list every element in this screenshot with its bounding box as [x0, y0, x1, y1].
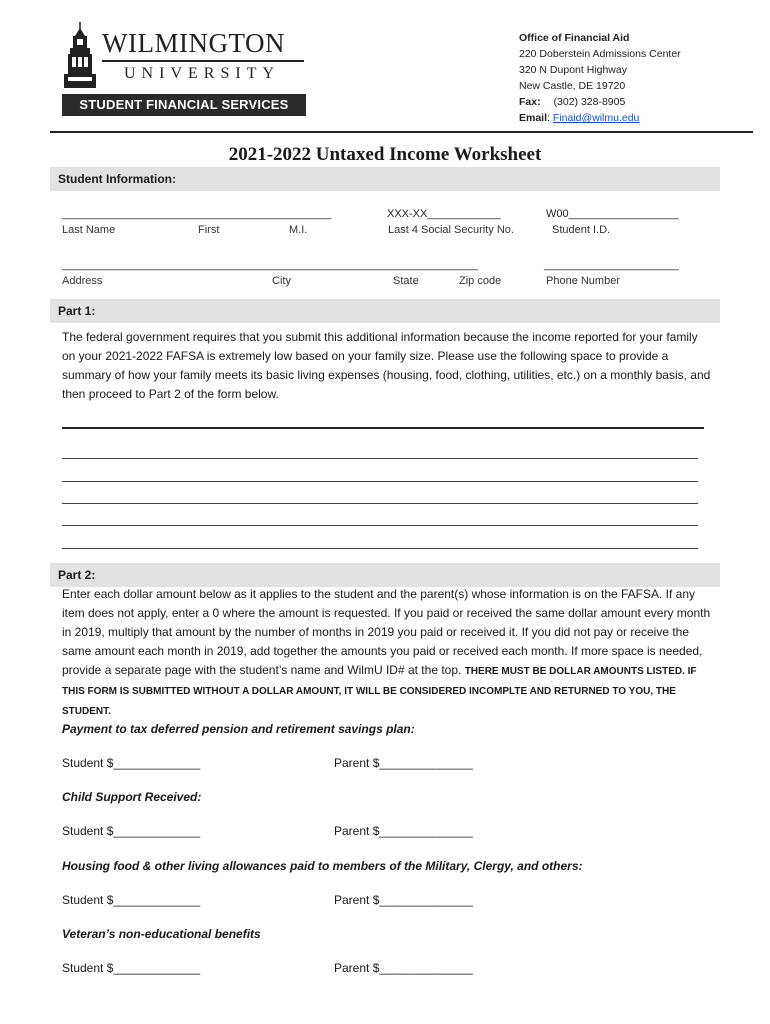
- fax-value: (302) 328-8905: [553, 96, 626, 108]
- part1-instructions: The federal government requires that you submit this additional information because the income reported for your family on your 2021-2022 FAFSA is extremely low based on your family size. Please use the following space to provide a summary of how your family meets its basic living expenses (housing, food, clothing, utilities, etc.) on a monthly basis, and then proceed to Part 2 of the form below.: [62, 330, 711, 401]
- fax-label: Fax:: [519, 96, 541, 108]
- name-field[interactable]: ____________________________________________: [62, 208, 332, 220]
- part2-warning: THERE MUST BE DOLLAR AMOUNTS LISTED. IF THIS FORM IS SUBMITTED WITHOUT A DOLLAR AMOUNT, IT WILL BE CONSIDERED INCOMPLTE AND RETURNED TO YOU, THE STUDENT.: [62, 666, 697, 717]
- item-label: Veteran’s non-educational benefits: [62, 927, 261, 941]
- zip-label: Zip code: [459, 275, 502, 287]
- logo-wordmark: WILMINGTON: [102, 28, 285, 58]
- parent-amount-field[interactable]: Parent $______________: [334, 961, 473, 975]
- part1-heading: Part 1:: [50, 299, 720, 323]
- part2-text: Enter each dollar amount below as it applies to the student and the parent(s) whose information is on the FAFSA. If any item does not apply, enter a 0 where the amount is requested. If you paid or received the same dollar amount every month in 2019, multiply that amount by the number of months in 2019 you paid or received it. If you did not pay or receive the same amount each month in 2019, add together the amounts you paid or received each month. If more space is needed, provide a separate page with the student’s name and WilmU ID# at the top.: [62, 587, 711, 677]
- student-info-heading: Student Information:: [50, 167, 720, 191]
- item-label: Housing food & other living allowances paid to members of the Military, Clergy, and others:: [62, 859, 583, 873]
- parent-amount-field[interactable]: Parent $______________: [334, 824, 473, 838]
- student-amount-field[interactable]: Student $_____________: [62, 893, 201, 907]
- summary-line-1[interactable]: [62, 458, 698, 459]
- first-name-label: First: [198, 224, 220, 236]
- student-amount-field[interactable]: Student $_____________: [62, 756, 201, 770]
- student-id-label: Student I.D.: [552, 224, 611, 236]
- logo-band: STUDENT FINANCIAL SERVICES: [62, 94, 306, 116]
- office-title: Office of Financial Aid: [519, 32, 630, 44]
- email-link[interactable]: Finaid@wilmu.edu: [552, 112, 640, 124]
- student-id-field[interactable]: W00__________________: [546, 208, 679, 220]
- phone-label: Phone Number: [546, 275, 620, 287]
- student-amount-field[interactable]: Student $_____________: [62, 961, 201, 975]
- logo-divider: [102, 60, 304, 62]
- logo-subtitle: UNIVERSITY: [124, 65, 280, 82]
- header-divider: [50, 131, 753, 133]
- ssn-label: Last 4 Social Security No.: [388, 224, 514, 236]
- part2-heading: Part 2:: [50, 563, 720, 587]
- student-amount-field[interactable]: Student $_____________: [62, 824, 201, 838]
- part1-divider: [62, 427, 704, 429]
- parent-amount-field[interactable]: Parent $______________: [334, 893, 473, 907]
- office-address-line1: 220 Doberstein Admissions Center: [519, 48, 681, 60]
- address-field[interactable]: ____________________________________________________________________: [62, 259, 479, 271]
- page-title: 2021-2022 Untaxed Income Worksheet: [228, 144, 542, 165]
- office-address-line3: New Castle, DE 19720: [519, 80, 626, 92]
- summary-line-2[interactable]: [62, 481, 698, 482]
- university-tower-logo-icon: [62, 22, 98, 92]
- summary-line-5[interactable]: [62, 548, 698, 549]
- office-address-line2: 320 N Dupont Highway: [519, 64, 627, 76]
- city-label: City: [272, 275, 291, 287]
- state-label: State: [393, 275, 419, 287]
- parent-amount-field[interactable]: Parent $______________: [334, 756, 473, 770]
- address-label: Address: [62, 275, 103, 287]
- ssn-field[interactable]: XXX-XX____________: [387, 208, 501, 220]
- middle-initial-label: M.I.: [289, 224, 308, 236]
- summary-line-4[interactable]: [62, 525, 698, 526]
- summary-line-3[interactable]: [62, 503, 698, 504]
- office-fax: [519, 96, 625, 108]
- office-email: Email: Finaid@wilmu.edu: [519, 112, 640, 124]
- item-label: Payment to tax deferred pension and retirement savings plan:: [62, 722, 415, 736]
- item-label: Child Support Received:: [62, 790, 202, 804]
- part2-instructions: [62, 585, 712, 721]
- last-name-label: Last Name: [62, 224, 116, 236]
- phone-field[interactable]: ______________________: [544, 259, 679, 271]
- email-label: Email: [519, 112, 548, 124]
